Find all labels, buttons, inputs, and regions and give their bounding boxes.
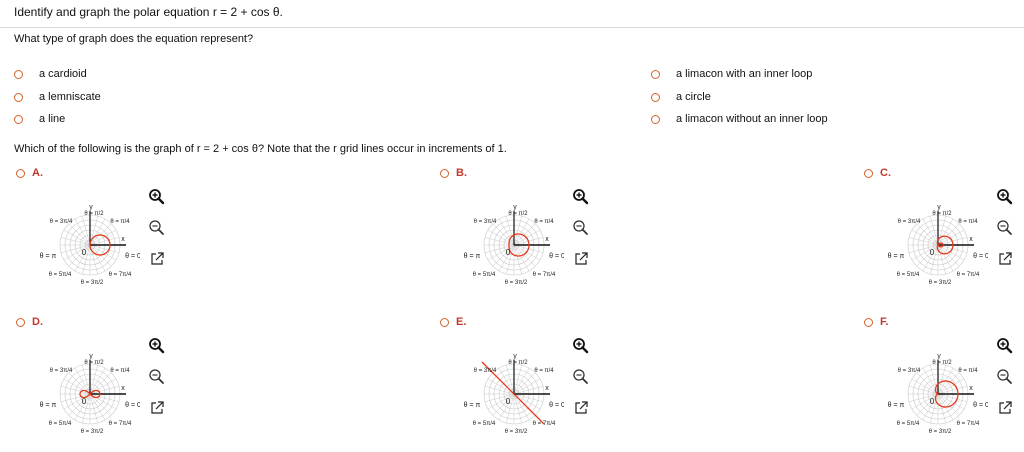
option-line[interactable]: [14, 113, 65, 125]
theta-label-5pi-4: θ = 5π/4: [472, 272, 496, 278]
theta-label-5pi-4: θ = 5π/4: [896, 272, 920, 278]
theta-label-pi: θ = π: [40, 402, 57, 409]
zoom-in-icon[interactable]: [148, 188, 166, 206]
option-letter: C.: [880, 167, 891, 179]
divider: [0, 27, 1024, 28]
theta-label-pi: θ = π: [40, 253, 57, 260]
theta-label-0: θ = 0: [549, 253, 564, 260]
open-external-icon[interactable]: [148, 399, 166, 417]
theta-label-7pi-4: θ = 7π/4: [532, 272, 556, 278]
zoom-out-icon[interactable]: [148, 219, 166, 237]
theta-label-3pi-2: θ = 3π/2: [928, 429, 952, 435]
polar-graph-c: [888, 188, 988, 298]
option-label: a limacon with an inner loop: [676, 68, 813, 80]
prompt-graph: Which of the following is the graph of r = 2 + cos θ? Note that the r grid lines occur in increments of 1.: [14, 143, 507, 155]
polar-graph-f: [888, 337, 988, 447]
theta-label-3pi-4: θ = 3π/4: [897, 219, 921, 225]
theta-label-pi-2: θ = π/2: [508, 360, 528, 366]
zoom-out-icon[interactable]: [148, 368, 166, 386]
theta-label-5pi-4: θ = 5π/4: [472, 421, 496, 427]
polar-graph-a: [40, 188, 140, 298]
theta-label-pi-4: θ = π/4: [534, 368, 554, 374]
theta-label-pi: θ = π: [888, 253, 905, 260]
graph-c-tools: [996, 188, 1016, 268]
open-external-icon[interactable]: [148, 250, 166, 268]
radio-button[interactable]: [440, 318, 449, 327]
theta-label-0: θ = 0: [125, 402, 140, 409]
theta-label-pi-2: θ = π/2: [84, 360, 104, 366]
radio-button[interactable]: [16, 318, 25, 327]
polar-grid: [40, 188, 140, 298]
origin-label: 0: [81, 397, 87, 406]
y-axis-label: y: [89, 353, 93, 360]
polar-grid: [40, 337, 140, 447]
y-axis-label: y: [513, 353, 517, 360]
origin-label: 0: [505, 397, 511, 406]
graph-d-tools: [148, 337, 168, 417]
graph-option-e[interactable]: [440, 316, 466, 328]
zoom-out-icon[interactable]: [996, 219, 1014, 237]
theta-label-pi-4: θ = π/4: [110, 368, 130, 374]
option-cardioid[interactable]: [14, 68, 87, 80]
option-circle[interactable]: [651, 91, 711, 103]
x-axis-label: x: [121, 236, 125, 243]
graph-b-tools: [572, 188, 592, 268]
graph-f-tools: [996, 337, 1016, 417]
theta-label-pi-4: θ = π/4: [958, 219, 978, 225]
option-label: a cardioid: [39, 68, 87, 80]
prompt-type: What type of graph does the equation represent?: [14, 33, 254, 45]
option-label: a circle: [676, 91, 711, 103]
theta-label-3pi-2: θ = 3π/2: [504, 429, 528, 435]
zoom-out-icon[interactable]: [572, 219, 590, 237]
option-label: a line: [39, 113, 66, 125]
zoom-out-icon[interactable]: [572, 368, 590, 386]
radio-button[interactable]: [14, 93, 23, 102]
graph-e-tools: [572, 337, 592, 417]
theta-label-pi: θ = π: [464, 253, 481, 260]
theta-label-0: θ = 0: [973, 402, 988, 409]
polar-grid: [888, 188, 988, 298]
zoom-in-icon[interactable]: [996, 188, 1014, 206]
radio-button[interactable]: [864, 318, 873, 327]
graph-option-d[interactable]: [16, 316, 43, 328]
zoom-in-icon[interactable]: [996, 337, 1014, 355]
theta-label-3pi-2: θ = 3π/2: [928, 280, 952, 286]
theta-label-7pi-4: θ = 7π/4: [108, 421, 132, 427]
graph-option-a[interactable]: [16, 167, 43, 179]
origin-label: 0: [929, 248, 935, 257]
option-letter: A.: [32, 167, 43, 179]
option-label: a lemniscate: [39, 91, 101, 103]
y-axis-label: y: [513, 204, 517, 211]
x-axis-label: x: [969, 385, 973, 392]
option-letter: B.: [456, 167, 467, 179]
open-external-icon[interactable]: [572, 250, 590, 268]
open-external-icon[interactable]: [572, 399, 590, 417]
theta-label-pi: θ = π: [464, 402, 481, 409]
origin-label: 0: [929, 397, 935, 406]
theta-label-3pi-2: θ = 3π/2: [504, 280, 528, 286]
radio-button[interactable]: [14, 70, 23, 79]
radio-button[interactable]: [864, 169, 873, 178]
graph-option-b[interactable]: [440, 167, 467, 179]
theta-label-pi-4: θ = π/4: [534, 219, 554, 225]
y-axis-label: y: [937, 353, 941, 360]
polar-graph-e: [464, 337, 564, 447]
theta-label-0: θ = 0: [973, 253, 988, 260]
radio-button[interactable]: [651, 70, 660, 79]
option-letter: D.: [32, 316, 43, 328]
theta-label-7pi-4: θ = 7π/4: [108, 272, 132, 278]
theta-label-7pi-4: θ = 7π/4: [956, 421, 980, 427]
polar-grid: [888, 337, 988, 447]
graph-option-f[interactable]: [864, 316, 889, 328]
option-label: a limacon without an inner loop: [676, 113, 828, 125]
theta-label-pi: θ = π: [888, 402, 905, 409]
y-axis-label: y: [89, 204, 93, 211]
x-axis-label: x: [121, 385, 125, 392]
graph-option-c[interactable]: [864, 167, 891, 179]
theta-label-3pi-4: θ = 3π/4: [49, 219, 73, 225]
theta-label-3pi-4: θ = 3π/4: [473, 219, 497, 225]
question-title: Identify and graph the polar equation r = 2 + cos θ.: [14, 5, 283, 19]
theta-label-pi-2: θ = π/2: [508, 211, 528, 217]
theta-label-3pi-2: θ = 3π/2: [80, 280, 104, 286]
radio-button[interactable]: [16, 169, 25, 178]
polar-grid: [464, 337, 564, 447]
radio-button[interactable]: [14, 115, 23, 124]
option-letter: E.: [456, 316, 467, 328]
theta-label-pi-4: θ = π/4: [958, 368, 978, 374]
theta-label-3pi-2: θ = 3π/2: [80, 429, 104, 435]
theta-label-5pi-4: θ = 5π/4: [48, 421, 72, 427]
zoom-out-icon[interactable]: [996, 368, 1014, 386]
theta-label-pi-2: θ = π/2: [932, 360, 952, 366]
theta-label-5pi-4: θ = 5π/4: [896, 421, 920, 427]
option-limacon-inner-loop[interactable]: [651, 68, 812, 80]
polar-graph-d: [40, 337, 140, 447]
y-axis-label: y: [937, 204, 941, 211]
polar-graph-b: [464, 188, 564, 298]
open-external-icon[interactable]: [996, 399, 1014, 417]
option-lemniscate[interactable]: [14, 91, 101, 103]
theta-label-3pi-4: θ = 3π/4: [49, 368, 73, 374]
zoom-in-icon[interactable]: [572, 188, 590, 206]
x-axis-label: x: [969, 236, 973, 243]
theta-label-7pi-4: θ = 7π/4: [956, 272, 980, 278]
x-axis-label: x: [545, 236, 549, 243]
theta-label-0: θ = 0: [125, 253, 140, 260]
polar-grid: [464, 188, 564, 298]
zoom-in-icon[interactable]: [572, 337, 590, 355]
zoom-in-icon[interactable]: [148, 337, 166, 355]
option-letter: F.: [880, 316, 889, 328]
theta-label-7pi-4: θ = 7π/4: [532, 421, 556, 427]
origin-label: 0: [505, 248, 511, 257]
theta-label-3pi-4: θ = 3π/4: [897, 368, 921, 374]
theta-label-3pi-4: θ = 3π/4: [473, 368, 497, 374]
radio-button[interactable]: [651, 93, 660, 102]
theta-label-pi-4: θ = π/4: [110, 219, 130, 225]
theta-label-pi-2: θ = π/2: [84, 211, 104, 217]
open-external-icon[interactable]: [996, 250, 1014, 268]
option-limacon-no-loop[interactable]: [651, 113, 828, 125]
graph-a-tools: [148, 188, 168, 268]
theta-label-5pi-4: θ = 5π/4: [48, 272, 72, 278]
radio-button[interactable]: [651, 115, 660, 124]
origin-label: 0: [81, 248, 87, 257]
theta-label-pi-2: θ = π/2: [932, 211, 952, 217]
radio-button[interactable]: [440, 169, 449, 178]
theta-label-0: θ = 0: [549, 402, 564, 409]
x-axis-label: x: [545, 385, 549, 392]
